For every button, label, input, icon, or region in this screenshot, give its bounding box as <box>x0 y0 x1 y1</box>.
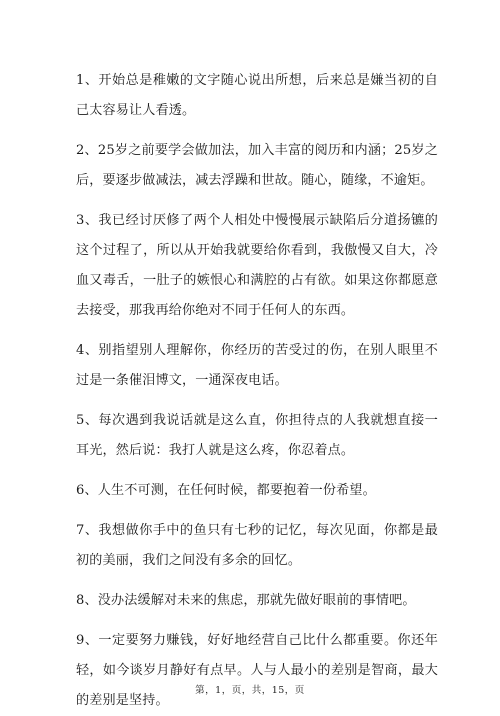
paragraph-7: 7、我想做你手中的鱼只有七秒的记忆，每次见面，你都是最初的美丽，我们之间没有多余的回忆。 <box>76 523 438 568</box>
paragraph-5: 5、每次遇到我说话就是这么直，你担待点的人我就想直接一耳光，然后说：我打人就是这么疼，你忍着点。 <box>76 413 438 458</box>
paragraph-2: 2、25岁之前要学会做加法，加入丰富的阅历和内涵；25岁之后，要逐步做减法，减去浮躁和世故。随心，随缘，不逾矩。 <box>76 143 438 188</box>
paragraph-9: 9、一定要努力赚钱，好好地经营自己比什么都重要。你还年轻，如今谈岁月静好有点早。人与人最小的差别是智商，最大的差别是坚持。 <box>76 633 438 708</box>
paragraph-3: 3、我已经讨厌修了两个人相处中慢慢展示缺陷后分道扬镳的这个过程了，所以从开始我就要给你看到，我傲慢又自大，冷血又毒舌，一肚子的嫉恨心和满腔的占有欲。如果这你都愿意去接受，那我再给你绝对不同于任何人的东西。 <box>76 213 438 318</box>
paragraph-8: 8、没办法缓解对未来的焦虑，那就先做好眼前的事情吧。 <box>76 593 416 608</box>
paragraph-4: 4、别指望别人理解你，你经历的苦受过的伤，在别人眼里不过是一条催泪博文，一通深夜电话。 <box>76 343 438 388</box>
paragraph-6: 6、人生不可测，在任何时候，都要抱着一份希望。 <box>76 483 376 498</box>
paragraph-1: 1、开始总是稚嫩的文字随心说出所想，后来总是嫌当初的自己太容易让人看透。 <box>76 73 438 118</box>
page-number-footer: 第，1，页，共，15，页 <box>195 685 305 696</box>
